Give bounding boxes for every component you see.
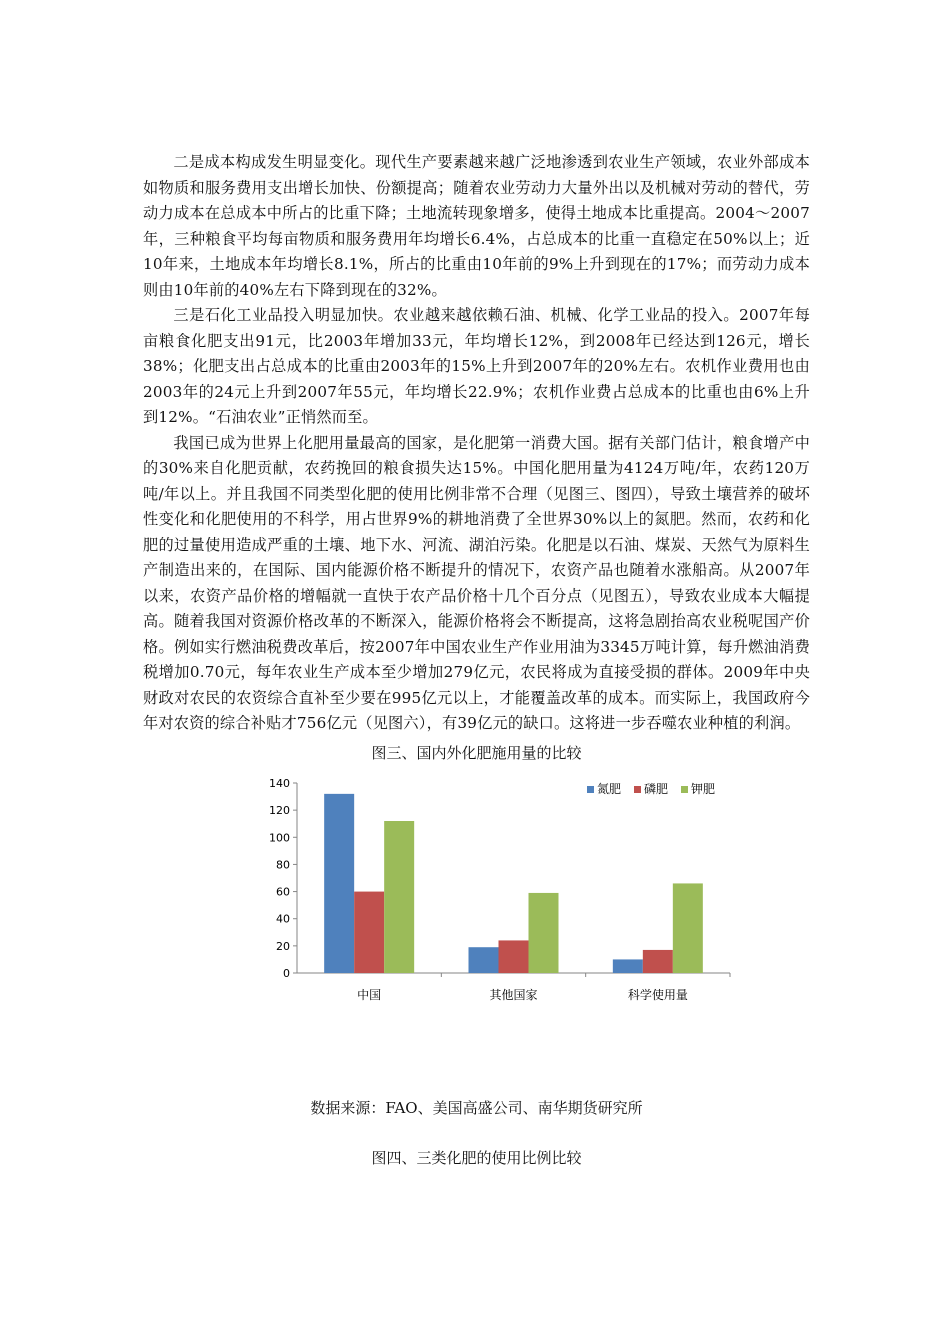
y-tick-label: 140 xyxy=(269,776,290,790)
x-tick-label: 科学使用量 xyxy=(627,987,688,1002)
y-tick-label: 100 xyxy=(269,830,290,844)
chart-svg xyxy=(262,775,732,1025)
bar-氮肥 xyxy=(469,947,499,973)
legend-label: 氮肥 xyxy=(597,781,622,796)
legend-label: 磷肥 xyxy=(644,781,669,796)
y-tick-label: 60 xyxy=(276,885,290,899)
bar-磷肥 xyxy=(354,891,384,972)
x-tick-label: 中国 xyxy=(357,987,382,1002)
bar-钾肥 xyxy=(673,883,703,973)
x-tick-label: 其他国家 xyxy=(489,987,538,1002)
paragraph-fertilizer-usage: 我国已成为世界上化肥用量最高的国家，是化肥第一消费大国。据有关部门估计，粮食增产中的30%来自化肥贡献，农药挽回的粮食损失达15%。中国化肥用量为4124万吨/年，农药120万吨/年以上。并且我国不同类型化肥的使用比例非常不合理（见图三、图四），导致土壤营养的破坏性变化和化肥使用的不科学，用占世界9%的耕地消费了全世界30%以上的氮肥。然而，农药和化肥的过量使用造成严重的土壤、地下水、河流、湖泊污染。化肥是以石油、煤炭、天然气为原料生产制造出来的，在国际、国内能源价格不断提升的情况下，农资产品也随着水涨船高。从2007年以来，农资产品价格的增幅就一直快于农产品价格十几个百分点（见图五），导致农业成本大幅提高。随着我国对资源价格改革的不断深入，能源价格将会不断提高，这将急剧抬高农业税呢国产价格。例如实行燃油税费改革后，按2007年中国农业生产作业用油为3345万吨计算，每升燃油消费税增加0.70元，每年农业生产成本至少增加279亿元，农民将成为直接受损的群体。2009年中央财政对农民的农资综合直补至少要在995亿元以上，才能覆盖改革的成本。而实际上，我国政府今年对农资的综合补贴才756亿元（见图六），有39亿元的缺口。这将进一步吞噬农业种植的利润。 xyxy=(143,433,810,732)
figure-3-caption: 图三、国内外化肥施用量的比较 xyxy=(371,743,582,762)
bar-磷肥 xyxy=(499,940,529,973)
legend-swatch-氮肥 xyxy=(587,786,594,793)
bar-氮肥 xyxy=(613,959,643,973)
y-tick-label: 0 xyxy=(283,966,290,980)
legend-swatch-钾肥 xyxy=(681,786,688,793)
y-tick-label: 20 xyxy=(276,939,290,953)
bar-磷肥 xyxy=(643,949,673,972)
fertilizer-bar-chart xyxy=(262,775,732,1025)
data-source-note: 数据来源：FAO、美国高盛公司、南华期货研究所 xyxy=(310,1099,643,1117)
document-body xyxy=(143,150,810,1025)
y-tick-label: 40 xyxy=(276,912,290,926)
bar-钾肥 xyxy=(384,821,414,973)
legend-label: 钾肥 xyxy=(691,781,716,796)
bar-氮肥 xyxy=(324,793,354,972)
y-tick-label: 80 xyxy=(276,857,290,871)
figure-4-caption: 图四、三类化肥的使用比例比较 xyxy=(371,1149,582,1167)
paragraph-petrochemical-inputs: 三是石化工业品投入明显加快。农业越来越依赖石油、机械、化学工业品的投入。2007年每亩粮食化肥支出91元，比2003年增加33元，年均增长12%，到2008年已经达到126元，增长38%；化肥支出占总成本的比重由2003年的15%上升到2007年的20%左右。农机作业费用也由2003年的24元上升到2007年55元，年均增长22.9%；农机作业费占总成本的比重也由6%上升到12%。“石油农业”正悄然而至。 xyxy=(143,306,810,426)
paragraph-cost-structure: 二是成本构成发生明显变化。现代生产要素越来越广泛地渗透到农业生产领域，农业外部成本如物质和服务费用支出增长加快、份额提高；随着农业劳动力大量外出以及机械对劳动的替代，劳动力成本在总成本中所占的比重下降；土地流转现象增多，使得土地成本比重提高。2004～2007年，三种粮食平均每亩物质和服务费用年均增长6.4%，占总成本的比重一直稳定在50%以上；近10年来，土地成本年均增长8.1%，所占的比重由10年前的9%上升到现在的17%；而劳动力成本则由10年前的40%左右下降到现在的32%。 xyxy=(143,153,810,299)
legend-swatch-磷肥 xyxy=(634,786,641,793)
bar-钾肥 xyxy=(529,892,559,972)
y-tick-label: 120 xyxy=(269,803,290,817)
